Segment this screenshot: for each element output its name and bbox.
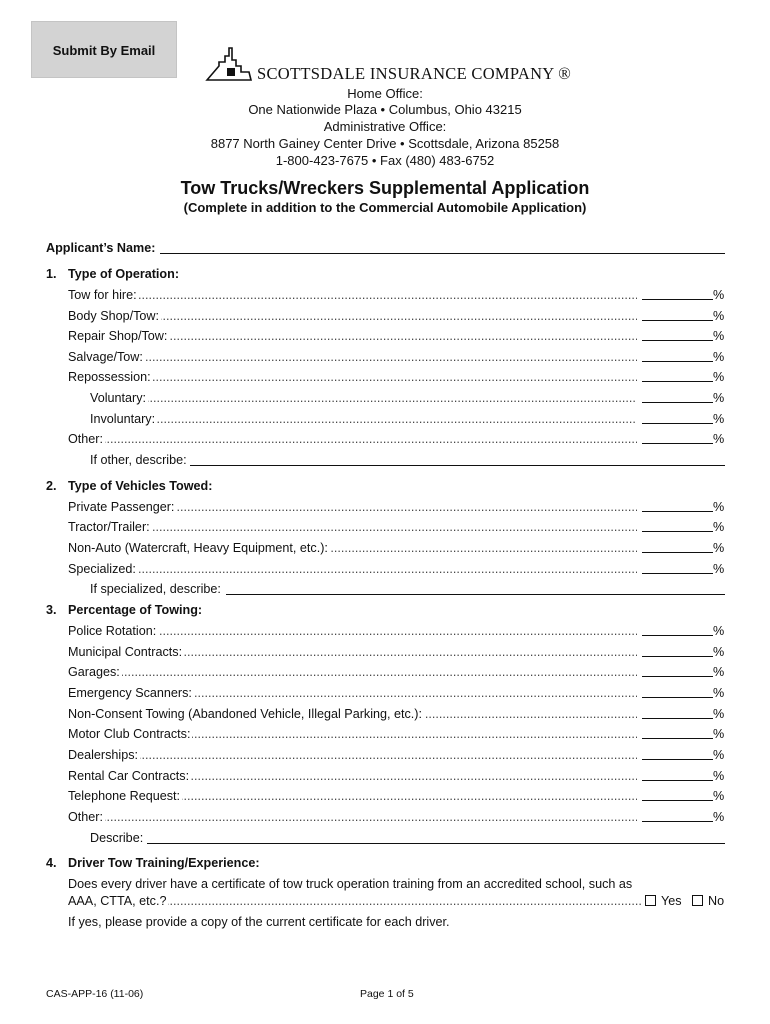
dealerships-percent[interactable] bbox=[642, 746, 725, 764]
percent-sign: % bbox=[713, 707, 725, 721]
voluntary-percent[interactable] bbox=[642, 389, 725, 407]
motor-club-contracts-percent[interactable] bbox=[642, 725, 725, 743]
dealerships-row bbox=[68, 746, 637, 764]
row-label: Garages: bbox=[68, 665, 120, 679]
section-4-heading: Driver Tow Training/Experience: bbox=[68, 856, 260, 870]
police-rotation-percent[interactable] bbox=[642, 622, 725, 640]
percent-sign: % bbox=[713, 432, 725, 446]
private-passenger-row bbox=[68, 498, 637, 516]
row-label: Non-Auto (Watercraft, Heavy Equipment, etc.): bbox=[68, 541, 328, 555]
percent-sign: % bbox=[713, 309, 725, 323]
row-label: AAA, CTTA, etc.? bbox=[68, 894, 167, 908]
voluntary-row bbox=[90, 389, 637, 407]
private-passenger-percent[interactable] bbox=[642, 498, 725, 516]
tow-for-hire-percent[interactable] bbox=[642, 286, 725, 304]
section-4-number: 4. bbox=[46, 856, 57, 870]
section-2-number: 2. bbox=[46, 479, 57, 493]
percent-sign: % bbox=[713, 645, 725, 659]
row-label: Dealerships: bbox=[68, 748, 138, 762]
training-yes-checkbox[interactable] bbox=[645, 895, 656, 906]
involuntary-row bbox=[90, 410, 637, 428]
home-office-label: Home Office: bbox=[347, 86, 423, 101]
body-shop-tow-percent[interactable] bbox=[642, 307, 725, 325]
section-2-heading: Type of Vehicles Towed: bbox=[68, 479, 213, 493]
telephone-request-row bbox=[68, 787, 637, 805]
repair-shop-tow-row bbox=[68, 327, 637, 345]
company-phone: 1-800-423-7675 • Fax (480) 483-6752 bbox=[275, 153, 495, 168]
tractor-trailer-percent[interactable] bbox=[642, 518, 725, 536]
company-name: SCOTTSDALE INSURANCE COMPANY ® bbox=[257, 64, 572, 83]
section-3-number: 3. bbox=[46, 603, 57, 617]
training-question-line1: Does every driver have a certificate of tow truck operation training from an accredited school, such as bbox=[68, 877, 633, 891]
row-label: Non-Consent Towing (Abandoned Vehicle, Illegal Parking, etc.): bbox=[68, 707, 423, 721]
salvage-tow-row bbox=[68, 348, 637, 366]
non-auto-row bbox=[68, 539, 637, 557]
percent-sign: % bbox=[713, 624, 725, 638]
row-label: Rental Car Contracts: bbox=[68, 769, 190, 783]
company-logo-icon bbox=[205, 44, 257, 84]
training-question-line2 bbox=[68, 892, 641, 910]
other-operation-percent[interactable] bbox=[642, 430, 725, 448]
row-label: Emergency Scanners: bbox=[68, 686, 192, 700]
row-label: Repair Shop/Tow: bbox=[68, 329, 168, 343]
if-other-describe-label: If other, describe: bbox=[90, 453, 187, 467]
if-specialized-describe-field[interactable] bbox=[226, 594, 725, 595]
municipal-contracts-percent[interactable] bbox=[642, 643, 725, 661]
percent-sign: % bbox=[713, 748, 725, 762]
percent-sign: % bbox=[713, 541, 725, 555]
row-label: Tractor/Trailer: bbox=[68, 520, 150, 534]
row-label: Specialized: bbox=[68, 562, 136, 576]
admin-office-address: 8877 North Gainey Center Drive • Scottsdale, Arizona 85258 bbox=[210, 136, 560, 151]
rental-car-contracts-row bbox=[68, 767, 637, 785]
percent-sign: % bbox=[713, 686, 725, 700]
section-1-number: 1. bbox=[46, 267, 57, 281]
other-towing-row bbox=[68, 808, 637, 826]
non-consent-towing-row bbox=[68, 705, 637, 723]
form-title: Tow Trucks/Wreckers Supplemental Application bbox=[180, 178, 590, 198]
towing-describe-label: Describe: bbox=[90, 831, 144, 845]
percent-sign: % bbox=[713, 769, 725, 783]
towing-describe-field[interactable] bbox=[147, 843, 725, 844]
row-label: Voluntary: bbox=[90, 391, 147, 405]
percent-sign: % bbox=[713, 810, 725, 824]
percent-sign: % bbox=[713, 520, 725, 534]
specialized-row bbox=[68, 560, 637, 578]
percent-sign: % bbox=[713, 350, 725, 364]
row-label: Police Rotation: bbox=[68, 624, 157, 638]
if-other-describe-field[interactable] bbox=[190, 465, 725, 466]
row-label: Motor Club Contracts: bbox=[68, 727, 191, 741]
emergency-scanners-row bbox=[68, 684, 637, 702]
non-consent-towing-percent[interactable] bbox=[642, 705, 725, 723]
percent-sign: % bbox=[713, 665, 725, 679]
body-shop-tow-row bbox=[68, 307, 637, 325]
salvage-tow-percent[interactable] bbox=[642, 348, 725, 366]
motor-club-contracts-row bbox=[68, 725, 637, 743]
training-no-checkbox[interactable] bbox=[692, 895, 703, 906]
other-operation-row bbox=[68, 430, 637, 448]
section-3-heading: Percentage of Towing: bbox=[68, 603, 203, 617]
percent-sign: % bbox=[713, 370, 725, 384]
non-auto-percent[interactable] bbox=[642, 539, 725, 557]
percent-sign: % bbox=[713, 288, 725, 302]
percent-sign: % bbox=[713, 391, 725, 405]
if-specialized-describe-label: If specialized, describe: bbox=[90, 582, 221, 596]
other-towing-percent[interactable] bbox=[642, 808, 725, 826]
garages-percent[interactable] bbox=[642, 663, 725, 681]
percent-sign: % bbox=[713, 412, 725, 426]
row-label: Repossession: bbox=[68, 370, 151, 384]
row-label: Body Shop/Tow: bbox=[68, 309, 160, 323]
applicant-name-field[interactable] bbox=[160, 253, 725, 254]
row-label: Other: bbox=[68, 432, 103, 446]
training-no-label: No bbox=[708, 894, 725, 908]
section-1-heading: Type of Operation: bbox=[68, 267, 180, 281]
row-label: Salvage/Tow: bbox=[68, 350, 143, 364]
admin-office-label: Administrative Office: bbox=[323, 119, 447, 134]
percent-sign: % bbox=[713, 789, 725, 803]
training-yes-label: Yes bbox=[661, 894, 682, 908]
involuntary-percent[interactable] bbox=[642, 410, 725, 428]
specialized-percent[interactable] bbox=[642, 560, 725, 578]
row-label: Municipal Contracts: bbox=[68, 645, 183, 659]
percent-sign: % bbox=[713, 562, 725, 576]
police-rotation-row bbox=[68, 622, 637, 640]
row-label: Tow for hire: bbox=[68, 288, 137, 302]
row-label: Involuntary: bbox=[90, 412, 156, 426]
form-code: CAS-APP-16 (11-06) bbox=[46, 988, 144, 1000]
municipal-contracts-row bbox=[68, 643, 637, 661]
applicant-name-label: Applicant’s Name: bbox=[46, 241, 156, 255]
row-label: Telephone Request: bbox=[68, 789, 181, 803]
repossession-row bbox=[68, 368, 637, 386]
emergency-scanners-percent[interactable] bbox=[642, 684, 725, 702]
percent-sign: % bbox=[713, 727, 725, 741]
rental-car-contracts-percent[interactable] bbox=[642, 767, 725, 785]
percent-sign: % bbox=[713, 329, 725, 343]
home-office-address: One Nationwide Plaza • Columbus, Ohio 43215 bbox=[248, 102, 522, 117]
garages-row bbox=[68, 663, 637, 681]
form-subtitle: (Complete in addition to the Commercial Automobile Application) bbox=[183, 200, 587, 215]
training-note: If yes, please provide a copy of the current certificate for each driver. bbox=[68, 915, 450, 929]
tractor-trailer-row bbox=[68, 518, 637, 536]
tow-for-hire-row bbox=[68, 286, 637, 304]
row-label: Other: bbox=[68, 810, 103, 824]
telephone-request-percent[interactable] bbox=[642, 787, 725, 805]
page-number: Page 1 of 5 bbox=[360, 988, 414, 1000]
submit-by-email-button[interactable]: Submit By Email bbox=[31, 21, 177, 78]
percent-sign: % bbox=[713, 500, 725, 514]
row-label: Private Passenger: bbox=[68, 500, 175, 514]
repossession-percent[interactable] bbox=[642, 368, 725, 386]
repair-shop-tow-percent[interactable] bbox=[642, 327, 725, 345]
